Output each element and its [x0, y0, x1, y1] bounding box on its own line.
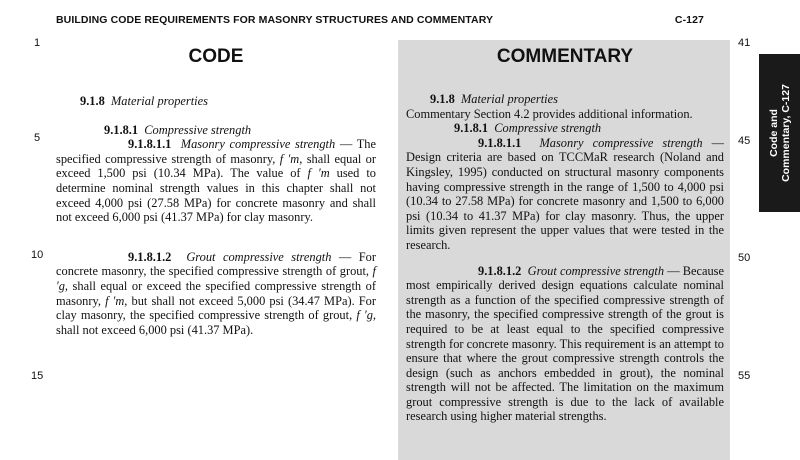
section-number: 9.1.8.1.1 — [128, 137, 172, 152]
chapter-side-tab — [759, 54, 800, 212]
document-title: BUILDING CODE REQUIREMENTS FOR MASONRY STRUCTURES AND COMMENTARY — [56, 14, 494, 26]
commentary-column-title: COMMENTARY — [496, 46, 634, 67]
line-number: 50 — [738, 252, 751, 264]
side-tab-line-2: Commentary, C-127 — [779, 84, 792, 182]
paragraph-text: , but shall not exceed 5,000 psi (34.47 MPa). For clay masonry, the specified compressive strength of grout, — [56, 293, 377, 323]
code-section-9-1-8 — [56, 94, 376, 109]
paragraph-text: — For concrete masonry, the specified compressive strength of grout, — [56, 249, 376, 279]
paragraph-text: used to determine nominal strength values in this chapter shall not exceed 4,000 psi (27.58 MPa) for concrete masonry and shall not exceed 6,000 psi (41.37 MPa) for clay masonry. — [56, 166, 377, 225]
code-section-9-1-8-1-2 — [56, 250, 376, 338]
code-section-9-1-8-1 — [56, 123, 376, 138]
section-title: Material properties — [460, 92, 558, 106]
line-number: 55 — [738, 370, 751, 382]
section-number: 9.1.8.1 — [104, 122, 139, 137]
symbol-fg: f ′g — [356, 308, 373, 323]
code-column — [56, 42, 376, 337]
paragraph-text: — The specified compressive strength of masonry, — [56, 137, 376, 166]
line-number: 5 — [34, 132, 41, 144]
section-title: Compressive strength — [494, 121, 602, 136]
commentary-section-9-1-8-1-1 — [406, 136, 724, 253]
section-title: Grout compressive strength — [527, 263, 665, 278]
symbol-fm: f ′m — [279, 151, 300, 166]
section-number: 9.1.8.1.1 — [478, 135, 522, 150]
line-number: 45 — [738, 135, 751, 147]
section-number: 9.1.8.1.2 — [128, 249, 172, 264]
line-number: 41 — [738, 37, 751, 49]
symbol-fm: f ′m — [307, 166, 330, 181]
commentary-note: Commentary Section 4.2 provides additional information. — [406, 106, 693, 121]
side-tab-line-1: Code and — [767, 109, 780, 157]
paragraph-text: , shall equal or exceed the specified compressive strength of masonry, — [56, 278, 376, 308]
section-number: 9.1.8 — [80, 94, 105, 108]
section-number: 9.1.8 — [430, 92, 455, 106]
commentary-section-9-1-8-1-2 — [406, 264, 724, 425]
section-title: Compressive strength — [144, 122, 252, 137]
code-section-9-1-8-1-1 — [56, 137, 376, 225]
paragraph-text: , shall not exceed 6,000 psi (41.37 MPa). — [56, 308, 376, 337]
symbol-fm: f ′m — [105, 293, 125, 308]
side-tab-text — [768, 84, 792, 182]
section-number: 9.1.8.1 — [454, 121, 489, 136]
commentary-section-9-1-8-1 — [406, 121, 724, 136]
paragraph-text: — Because most empirically derived design equations calculate nominal strength as a function of the specified compressive strength of the masonry, the specified compressive strength of the grout is required to be at least equal to the specified compressive strength for concrete masonry. This requirement is an attempt to ensure that where the grout compressive strength controls the design (such as anchors embedded in grout), the nominal strength will not be affected. The limitation on the maximum grout compressive strength is due to the lack of available research using higher material strengths. — [406, 263, 725, 424]
line-number: 10 — [31, 249, 44, 261]
section-title: Masonry compressive strength — [539, 135, 703, 150]
line-number: 1 — [34, 37, 41, 49]
paragraph-text: , shall equal or exceed 1,500 psi (10.34 MPa). The value of — [56, 151, 376, 181]
commentary-section-9-1-8 — [406, 92, 724, 107]
line-number: 15 — [31, 370, 44, 382]
commentary-column — [398, 40, 730, 460]
page-number: C-127 — [674, 14, 704, 26]
section-number: 9.1.8.1.2 — [478, 263, 522, 278]
symbol-fg: f ′g — [56, 264, 376, 293]
section-title: Grout compressive strength — [186, 249, 332, 264]
section-title: Material properties — [110, 94, 208, 108]
code-column-title: CODE — [188, 46, 244, 67]
paragraph-text: — Design criteria are based on TCCMaR research (Noland and Kingsley, 1995) conducted on structural masonry components having compressive strength in the range of 1,500 to 4,000 psi (10.34 to 27.58 MPa) for concrete masonry and 1,500 to 6,000 psi (10.34 to 41.37 MPa) for clay masonry. Thus, the upper limits given represent the upper values that were tested in the research. — [406, 135, 724, 252]
section-title: Masonry compressive strength — [180, 137, 336, 152]
